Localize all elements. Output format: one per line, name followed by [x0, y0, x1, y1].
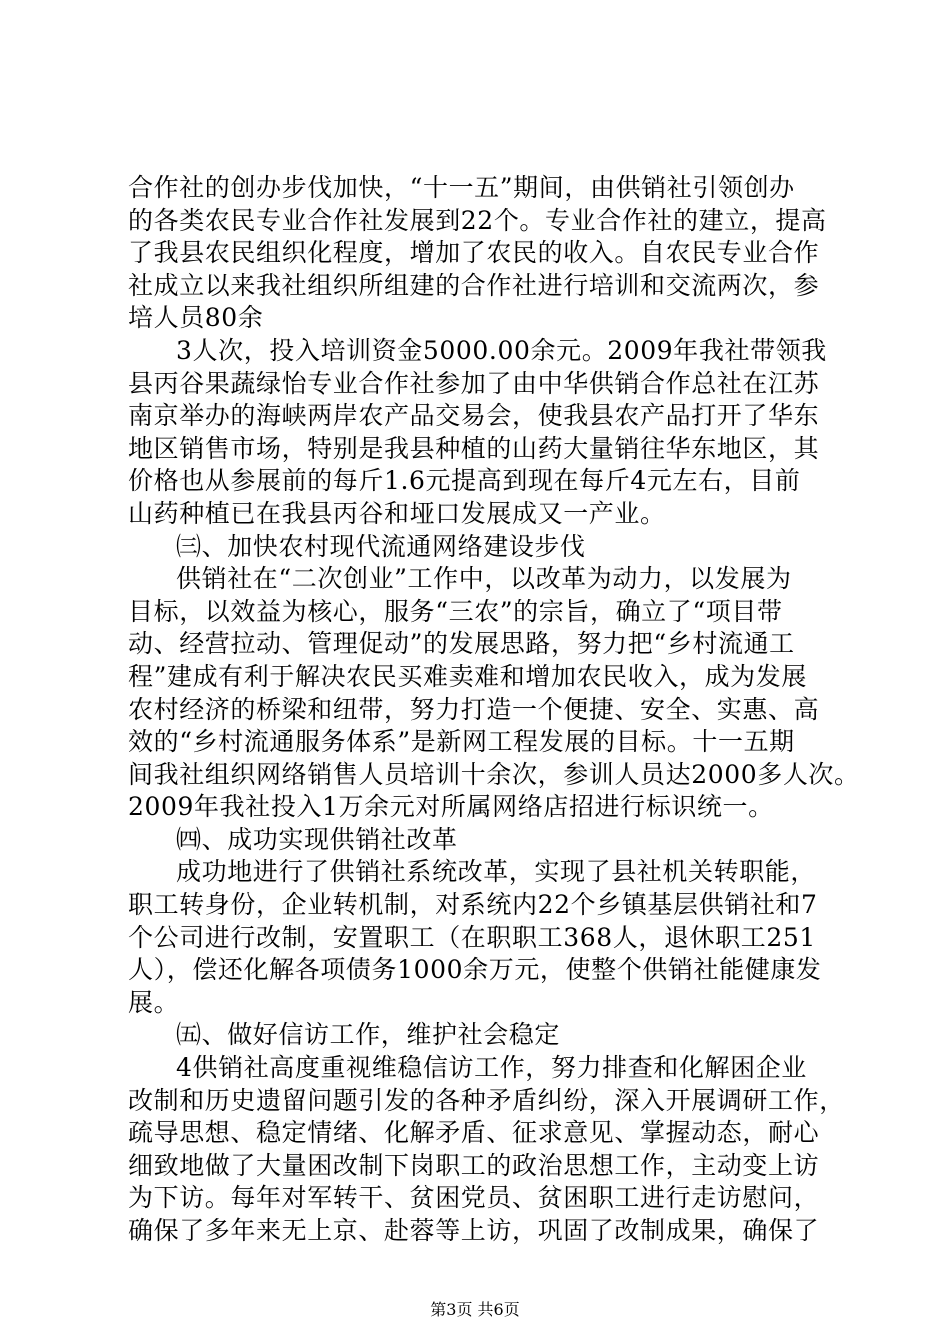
text-line: 4供销社高度重视维稳信访工作，努力排查和化解困企业 — [176, 1053, 807, 1083]
text-line: 确保了多年来无上京、赴蓉等上访，巩固了改制成果，确保了 — [128, 1216, 820, 1245]
text-line: 南京举办的海峡两岸农产品交易会，使我县农产品打开了华东 — [128, 401, 820, 431]
page-footer — [0, 1300, 950, 1320]
text-line: 成功地进行了供销社系统改革，实现了县社机关转职能， — [176, 857, 817, 887]
section-heading: ㈤、做好信访工作，维护社会稳定 — [176, 1020, 561, 1050]
text-line: 的各类农民专业合作社发展到22个。专业合作社的建立，提高 — [128, 205, 827, 235]
text-line: 培人员80余 — [128, 303, 264, 333]
text-line: 社成立以来我社组织所组建的合作社进行培训和交流两次，参 — [128, 270, 820, 300]
text-line: 人），偿还化解各项债务1000余万元，使整个供销社能健康发 — [128, 955, 822, 985]
text-line: 合作社的创办步伐加快，“十一五”期间，由供销社引领创办 — [128, 173, 795, 202]
text-line: 效的“乡村流通服务体系”是新网工程发展的目标。十一五期 — [128, 727, 795, 757]
text-line: 细致地做了大量困改制下岗职工的政治思想工作，主动变上访 — [128, 1150, 820, 1180]
text-line: 供销社在“二次创业”工作中，以改革为动力，以发展为 — [176, 564, 792, 594]
text-line: 价格也从参展前的每斤1.6元提高到现在每斤4元左右，目前 — [128, 466, 801, 496]
text-line: 展。 — [128, 987, 180, 1017]
text-line: 了我县农民组织化程度，增加了农民的收入。自农民专业合作 — [128, 238, 820, 268]
text-line: 职工转身份，企业转机制，对系统内22个乡镇基层供销社和7 — [128, 890, 818, 920]
text-line: 县丙谷果蔬绿怡专业合作社参加了由中华供销合作总社在江苏 — [128, 368, 820, 398]
text-line: 目标，以效益为核心，服务“三农”的宗旨，确立了“项目带 — [128, 596, 783, 626]
text-line: 山药种植已在我县丙谷和垭口发展成又一产业。 — [128, 498, 666, 528]
page-number: 第3页 共6页 — [430, 1300, 520, 1319]
text-line: 3人次，投入培训资金5000.00余元。2009年我社带领我 — [176, 335, 827, 365]
text-line: 为下访。每年对军转干、贫困党员、贫困职工进行走访慰问， — [128, 1183, 820, 1213]
text-line: 农村经济的桥梁和纽带，努力打造一个便捷、安全、实惠、高 — [128, 694, 820, 724]
text-line: 间我社组织网络销售人员培训十余次，参训人员达2000多人次。 — [128, 759, 860, 789]
text-line: 改制和历史遗留问题引发的各种矛盾纠纷，深入开展调研工作， — [128, 1085, 845, 1115]
section-heading: ㈣、成功实现供销社改革 — [176, 824, 458, 854]
text-line: 疏导思想、稳定情绪、化解矛盾、征求意见、掌握动态，耐心 — [128, 1118, 820, 1148]
text-line: 程”建成有利于解决农民买难卖难和增加农民收入，成为发展 — [128, 661, 807, 691]
text-line: 个公司进行改制，安置职工（在职职工368人，退休职工251 — [128, 922, 816, 952]
text-line: 2009年我社投入1万余元对所属网络店招进行标识统一。 — [128, 792, 774, 822]
text-line: 动、经营拉动、管理促动”的发展思路，努力把“乡村流通工 — [128, 629, 795, 659]
text-line: 地区销售市场，特别是我县种植的山药大量销往华东地区，其 — [128, 433, 820, 463]
document-body — [128, 172, 860, 1248]
section-heading: ㈢、加快农村现代流通网络建设步伐 — [176, 531, 586, 561]
